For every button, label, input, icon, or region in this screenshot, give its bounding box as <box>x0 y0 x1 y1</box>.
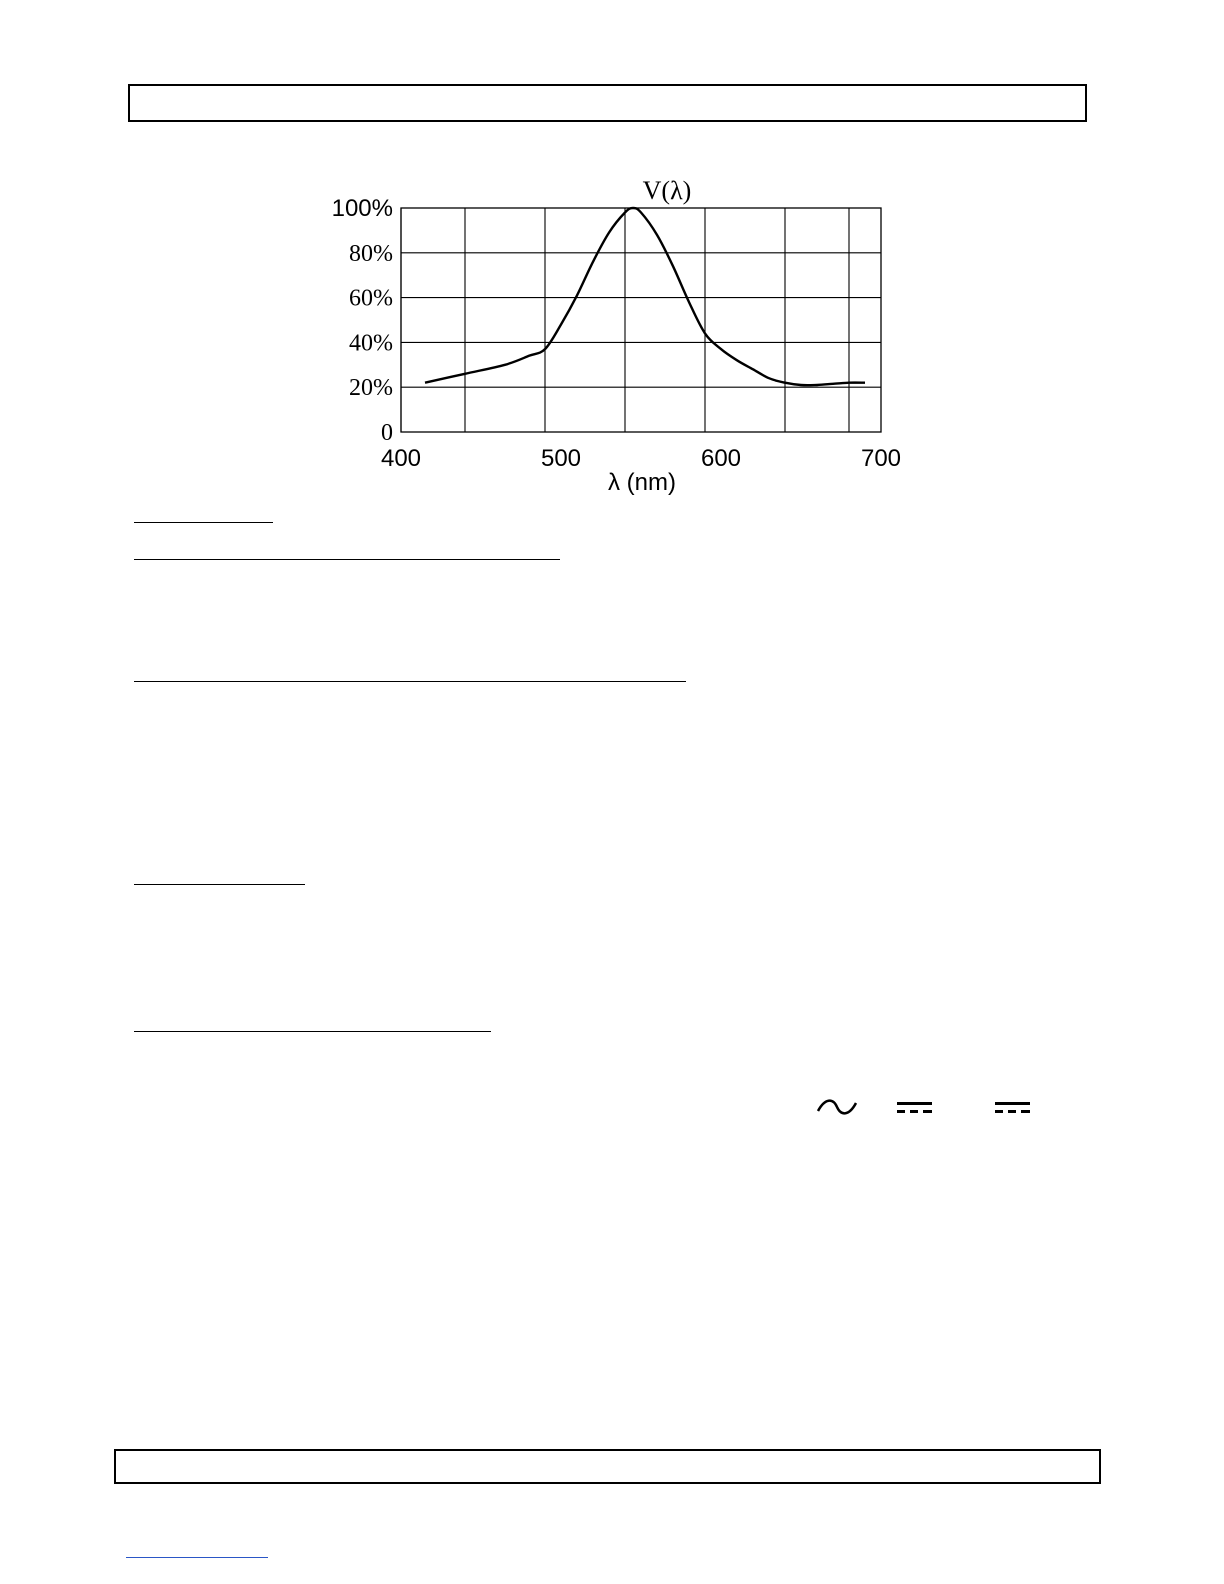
y-tick-label: 0 <box>381 420 393 446</box>
section-heading-underline <box>134 522 273 523</box>
section-text-underline <box>134 559 560 560</box>
footer-box <box>114 1449 1101 1484</box>
x-tick-labels <box>381 445 901 472</box>
y-tick-label: 100% <box>331 195 393 222</box>
tilde-ac-icon <box>815 1096 859 1118</box>
y-tick-labels <box>332 195 393 446</box>
footer-link-underline[interactable] <box>126 1557 268 1558</box>
x-tick-label: 400 <box>380 445 422 472</box>
y-tick-label: 60% <box>349 285 393 312</box>
y-tick-label: 40% <box>349 330 393 357</box>
plot-frame <box>401 208 881 432</box>
x-tick-label: 600 <box>700 445 742 472</box>
spectral-sensitivity-chart <box>300 170 910 510</box>
dc-symbol-icon <box>896 1099 934 1117</box>
chart-title: V(λ) <box>642 176 692 205</box>
x-axis-label: λ (nm) <box>608 469 676 496</box>
series-line-v-lambda <box>425 208 865 385</box>
x-tick-label: 500 <box>540 445 582 472</box>
chart-grid <box>401 208 881 432</box>
header-box <box>128 84 1087 122</box>
section-text-underline <box>134 681 686 682</box>
y-tick-label: 20% <box>349 375 393 402</box>
x-tick-label: 700 <box>860 445 902 472</box>
dc-symbol-icon <box>994 1099 1032 1117</box>
chart-series <box>425 208 865 385</box>
section-text-underline <box>134 1031 491 1032</box>
y-tick-label: 80% <box>349 240 393 267</box>
section-heading-underline <box>134 884 305 885</box>
